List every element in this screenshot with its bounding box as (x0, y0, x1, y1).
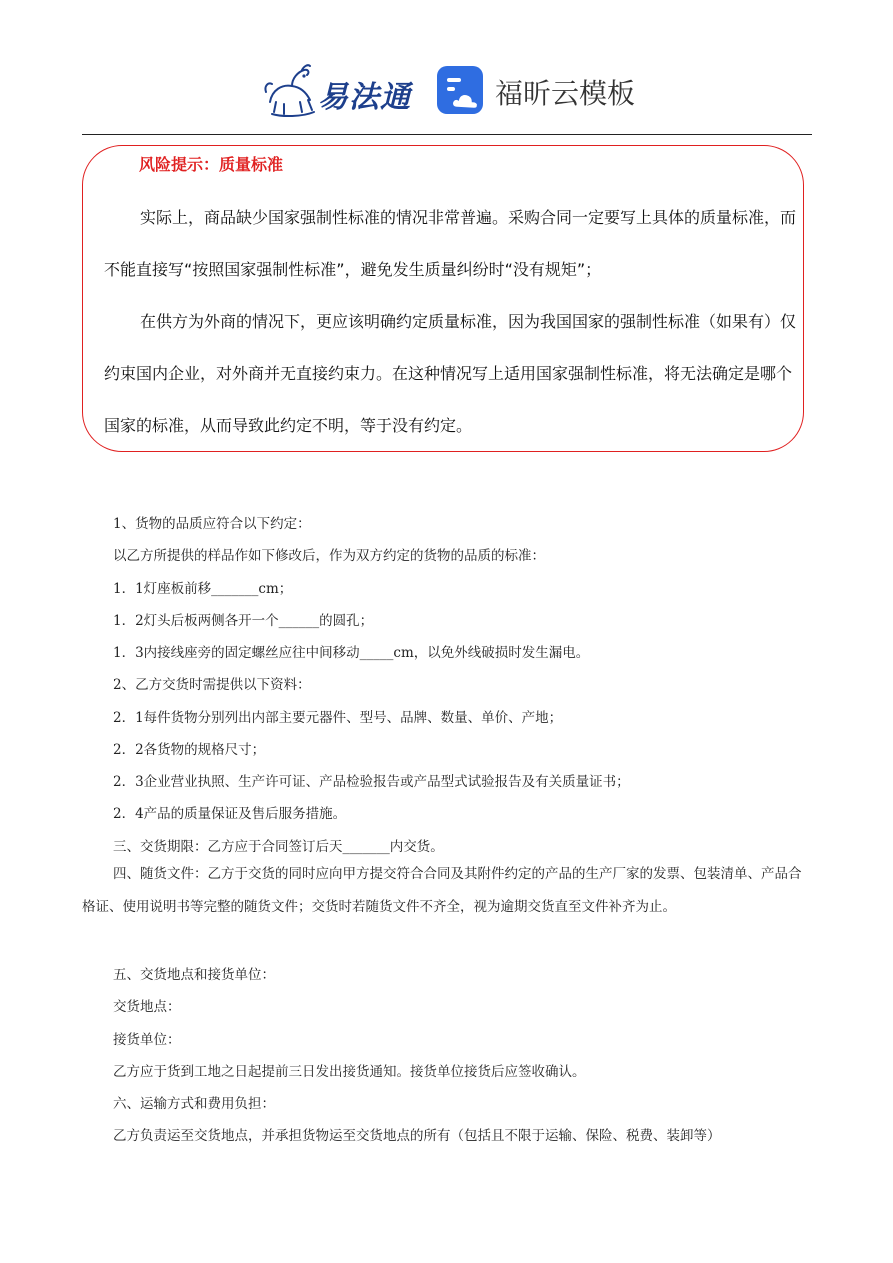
risk-notice-box (82, 145, 804, 452)
clause-line: 交货地点： (113, 999, 181, 1015)
risk-notice-paragraph: 在供方为外商的情况下，更应该明确约定质量标准，因为我国国家的强制性标准（如果有）仅约束国内企业，对外商并无直接约束力。在这种情况写上适用国家强制性标准，将无法确定是哪个国家的标准，从而导致此约定不明，等于没有约定。 (104, 312, 797, 435)
clause-line: 五、交货地点和接货单位： (113, 967, 275, 983)
qilin-emblem-icon (262, 62, 322, 118)
foxit-template-logo-text: 福昕云模板 (495, 77, 636, 110)
clause-line: 2．2各货物的规格尺寸； (113, 742, 266, 758)
clause-line: 乙方应于货到工地之日起提前三日发出接货通知。接货单位接货后应签收确认。 (113, 1064, 586, 1080)
clause-line: 1．2灯头后板两侧各开一个______的圆孔； (113, 613, 374, 629)
clause-line: 1．1灯座板前移_______cm； (113, 581, 293, 597)
clause-line: 以乙方所提供的样品作如下修改后，作为双方约定的货物的品质的标准： (113, 548, 545, 564)
clause-line: 三、交货期限：乙方应于合同签订后天_______内交货。 (113, 839, 444, 855)
risk-notice-paragraph: 实际上，商品缺少国家强制性标准的情况非常普遍。采购合同一定要写上具体的质量标准，而不能直接写“按照国家强制性标准”，避免发生质量纠纷时“没有规矩”； (104, 208, 797, 279)
header-divider (82, 134, 812, 135)
clause-line: 2．3企业营业执照、生产许可证、产品检验报告或产品型式试验报告及有关质量证书； (113, 774, 630, 790)
yifatong-logo (262, 62, 412, 118)
clause-line: 乙方负责运至交货地点，并承担货物运至交货地点的所有（包括且不限于运输、保险、税费、装卸等） (113, 1128, 721, 1144)
clause-paragraph: 四、随货文件：乙方于交货的同时应向甲方提交符合合同及其附件约定的产品的生产厂家的发票、包装清单、产品合格证、使用说明书等完整的随货文件；交货时若随货文件不齐全，视为逾期交货直至文件补齐为止。 (82, 866, 802, 915)
clause-line: 1、货物的品质应符合以下约定： (113, 516, 311, 532)
clause-line: 接货单位： (113, 1032, 181, 1048)
clause-line: 六、运输方式和费用负担： (113, 1096, 275, 1112)
cloud-document-icon (435, 64, 489, 118)
clause-line: 2、乙方交货时需提供以下资料： (113, 677, 311, 693)
clause-line: 2．4产品的质量保证及售后服务措施。 (113, 806, 347, 822)
page-header (0, 0, 893, 136)
foxit-template-logo (435, 64, 635, 118)
risk-notice-title: 风险提示：质量标准 (139, 155, 284, 174)
yifatong-logo-text: 易法通 (318, 80, 411, 115)
clause-line: 1．3内接线座旁的固定螺丝应往中间移动_____cm，以免外线破损时发生漏电。 (113, 645, 590, 661)
clause-line: 2．1每件货物分别列出内部主要元器件、型号、品牌、数量、单价、产地； (113, 710, 563, 726)
